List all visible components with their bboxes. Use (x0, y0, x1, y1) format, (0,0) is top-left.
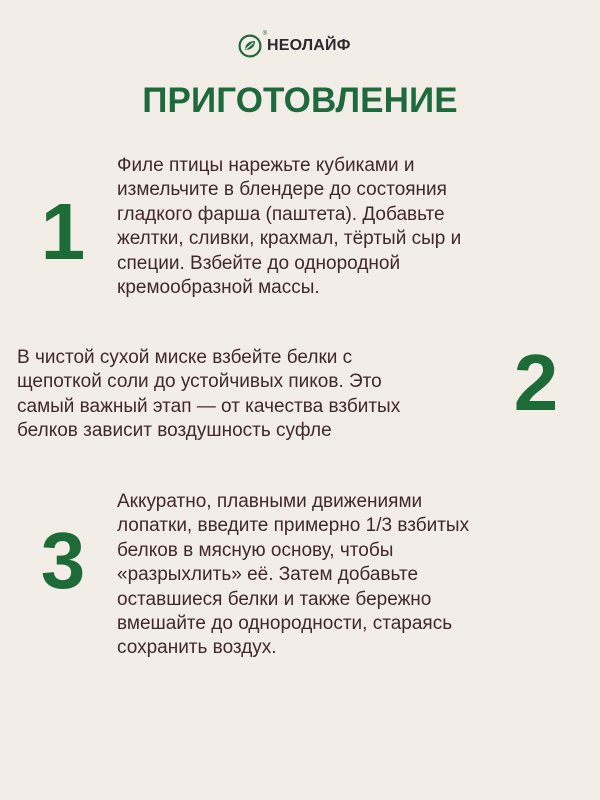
step-2-line-4: белков зависит воздушность суфле (17, 420, 332, 442)
brand-name: НЕОЛАЙФ (267, 37, 351, 54)
step-1-line-2: измельчите в блендере до состояния (117, 179, 447, 201)
step-3-text (117, 490, 469, 661)
leaf-circle-icon (238, 31, 267, 58)
step-1-line-3: гладкого фарша (паштета). Добавьте (117, 203, 445, 225)
step-1-line-5: специи. Взбейте до однородной (117, 252, 401, 274)
brand-logo (238, 33, 351, 59)
step-3-line-5: оставшиеся белки и также бережно (117, 588, 432, 610)
step-2-line-3: самый важный этап — от качества взбитых (17, 395, 401, 417)
step-1-line-4: желтки, сливки, крахмал, тёртый сыр и (117, 228, 462, 250)
step-2-line-1: В чистой сухой миске взбейте белки с (17, 347, 353, 368)
step-3-line-7: сохранить воздух. (117, 637, 277, 659)
step-1-line-1: Филе птицы нарежьте кубиками и (117, 155, 415, 176)
step-1-text (117, 154, 461, 300)
step-3-line-1: Аккуратно, плавными движениями (117, 491, 423, 512)
step-2-line-2: щепоткой соли до устойчивых пиков. Это (17, 371, 382, 393)
step-1-line-6: кремообразной массы. (117, 277, 320, 299)
step-3-line-2: лопатки, введите примерно 1/3 взбитых (117, 515, 470, 537)
page-title: ПРИГОТОВЛЕНИЕ (142, 81, 458, 120)
step-3-line-3: белков в мясную основу, чтобы (117, 539, 394, 561)
step-1-number: 1 (40, 187, 86, 276)
step-3-line-4: «разрыхлить» её. Затем добавьте (117, 564, 419, 586)
step-2-text (17, 346, 400, 444)
step-2-number: 2 (513, 338, 559, 427)
registered-mark: ® (262, 31, 267, 37)
step-3-line-6: вмешайте до однородности, стараясь (117, 613, 453, 635)
step-3-number: 3 (40, 516, 86, 605)
